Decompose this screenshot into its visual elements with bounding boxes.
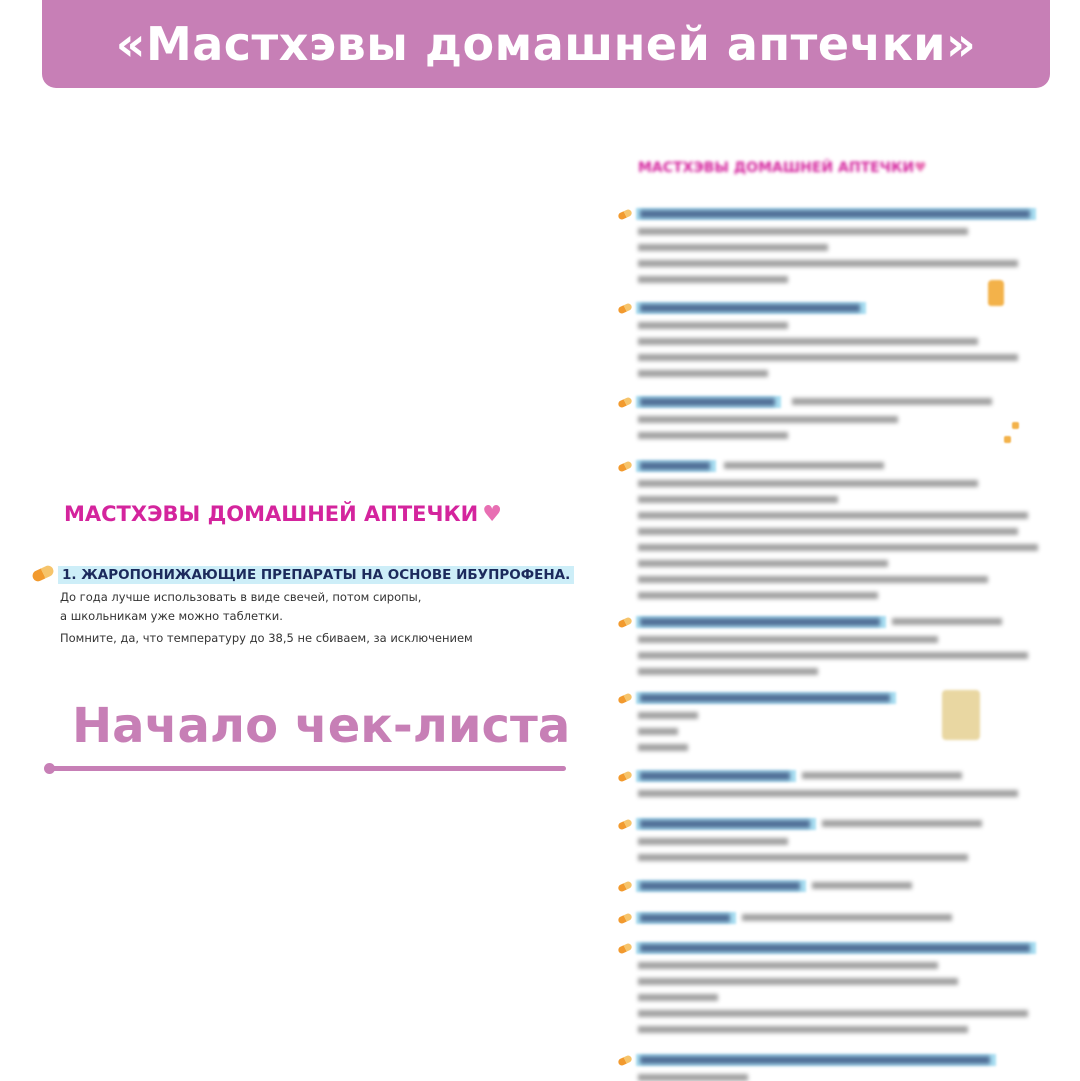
pill-icon	[617, 208, 633, 220]
item-line: До года лучше использовать в виде свечей, потом сиропы,	[60, 590, 422, 604]
pill-icon	[617, 302, 633, 314]
pill-icon	[617, 692, 633, 704]
pill-icon	[617, 396, 633, 408]
banner-title: «Мастхэвы домашней аптечки»	[115, 17, 977, 71]
pill-icon	[31, 564, 56, 583]
underline-divider	[46, 766, 566, 771]
start-checklist-label: Начало чек-листа	[72, 698, 571, 754]
heart-icon: ♥	[914, 160, 927, 176]
heart-icon: ♥	[482, 502, 502, 527]
item-line: Помните, да, что температуру до 38,5 не сбиваем, за исключением	[60, 631, 473, 645]
checklist-heading-text: МАСТХЭВЫ ДОМАШНЕЙ АПТЕЧКИ	[64, 502, 479, 526]
blurred-preview	[612, 150, 1052, 1080]
pill-icon	[617, 880, 633, 892]
pill-icon	[617, 1054, 633, 1066]
dots-icon	[1004, 422, 1020, 452]
checklist-heading	[64, 502, 502, 527]
item-title: 1. ЖАРОПОНИЖАЮЩИЕ ПРЕПАРАТЫ НА ОСНОВЕ ИБУПРОФЕНА.	[58, 566, 574, 584]
item-line: а школьникам уже можно таблетки.	[60, 609, 283, 623]
bottle-icon	[988, 280, 1004, 306]
pill-icon	[617, 460, 633, 472]
pill-icon	[617, 818, 633, 830]
preview-heading-text: МАСТХЭВЫ ДОМАШНЕЙ АПТЕЧКИ	[638, 160, 915, 176]
preview-heading	[638, 160, 927, 176]
title-banner	[42, 0, 1050, 88]
pill-icon	[617, 770, 633, 782]
pill-icon	[617, 616, 633, 628]
pill-icon	[617, 942, 633, 954]
pill-icon	[617, 912, 633, 924]
medicine-box-icon	[942, 690, 980, 740]
